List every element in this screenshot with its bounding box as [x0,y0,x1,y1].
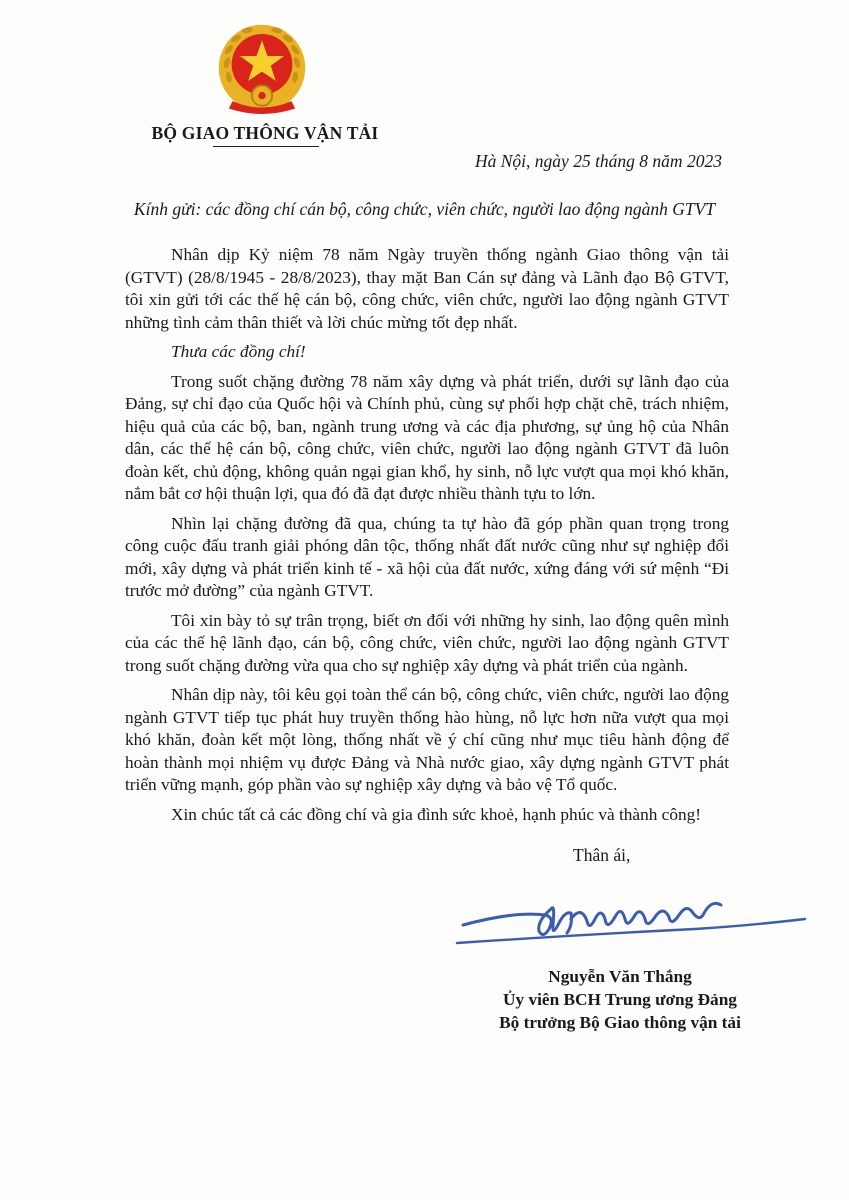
agency-name: BỘ GIAO THÔNG VẬN TẢI [151,123,379,143]
signer-name: Nguyễn Văn Thắng [548,967,692,986]
date-line: Hà Nội, ngày 25 tháng 8 năm 2023 [475,151,722,171]
agency-underline [213,146,319,147]
paragraph-history: Nhìn lại chặng đường đã qua, chúng ta tự hào đã góp phần quan trọng trong công cuộc đấu tranh giải phóng dân tộc, thống nhất đất nước cũng như sự nghiệp đổi mới, xây dựng và phát triển kinh tế - xã hội của đất nước, xứng đáng với sứ mệnh “Đi trước mở đường” của ngành GTVT. [125,513,729,600]
paragraph-achievements: Trong suốt chặng đường 78 năm xây dựng và phát triển, dưới sự lãnh đạo của Đảng, sự chỉ đạo của Quốc hội và Chính phủ, cùng sự phối hợp chặt chẽ, trách nhiệm, hiệu quả của các bộ, ban, ngành trung ương và các địa phương, sự ủng hộ của Nhân dân, các thế hệ cán bộ, công chức, viên chức, người lao động ngành GTVT đã luôn đoàn kết, chủ động, không quản ngại gian khổ, hy sinh, nỗ lực vượt qua mọi khó khăn, nắm bắt cơ hội thuận lợi, qua đó đã đạt được nhiều thành tựu to lớn. [125,371,729,503]
signer-block [480,965,760,1034]
paragraph-gratitude: Tôi xin bày tỏ sự trân trọng, biết ơn đối với những hy sinh, lao động quên mình của các thế hệ lãnh đạo, cán bộ, công chức, viên chức, người lao động ngành GTVT trong suốt chặng đường vừa qua cho sự nghiệp xây dựng và phát triển của ngành. [125,610,729,675]
paragraph-wishes: Xin chúc tất cả các đồng chí và gia đình sức khoẻ, hạnh phúc và thành công! [171,804,702,824]
signer-title-minister: Bộ trưởng Bộ Giao thông vận tải [499,1013,741,1032]
paragraph-greeting: Thưa các đồng chí! [171,342,306,361]
paragraph-opening: Nhân dịp Kỷ niệm 78 năm Ngày truyền thống ngành Giao thông vận tải (GTVT) (28/8/1945 - 28/8/2023), thay mặt Ban Cán sự đảng và Lãnh đạo Bộ GTVT, tôi xin gửi tới các thế hệ cán bộ, công chức, viên chức, người lao động ngành GTVT những tình cảm thân thiết và lời chúc mừng tốt đẹp nhất. [125,245,729,332]
farewell: Thân ái, [573,845,631,865]
paragraph-call-to-action: Nhân dịp này, tôi kêu gọi toàn thể cán bộ, công chức, viên chức, người lao động ngành GTVT tiếp tục phát huy truyền thống hào hùng, nỗ lực hơn nữa vượt qua mọi khó khăn, đoàn kết một lòng, thống nhất về ý chí cũng như mục tiêu hành động để hoàn thành mọi nhiệm vụ được Đảng và Nhà nước giao, xây dựng ngành GTVT phát triển vững mạnh, góp phần vào sự nghiệp xây dựng và bảo vệ Tổ quốc. [125,685,729,794]
signature-icon [455,885,815,955]
national-emblem-icon [216,22,308,114]
letter-body [125,244,729,833]
signer-title-party: Ủy viên BCH Trung ương Đảng [503,990,737,1009]
salutation: Kính gửi: các đồng chí cán bộ, công chức, viên chức, người lao động ngành GTVT [133,199,716,219]
